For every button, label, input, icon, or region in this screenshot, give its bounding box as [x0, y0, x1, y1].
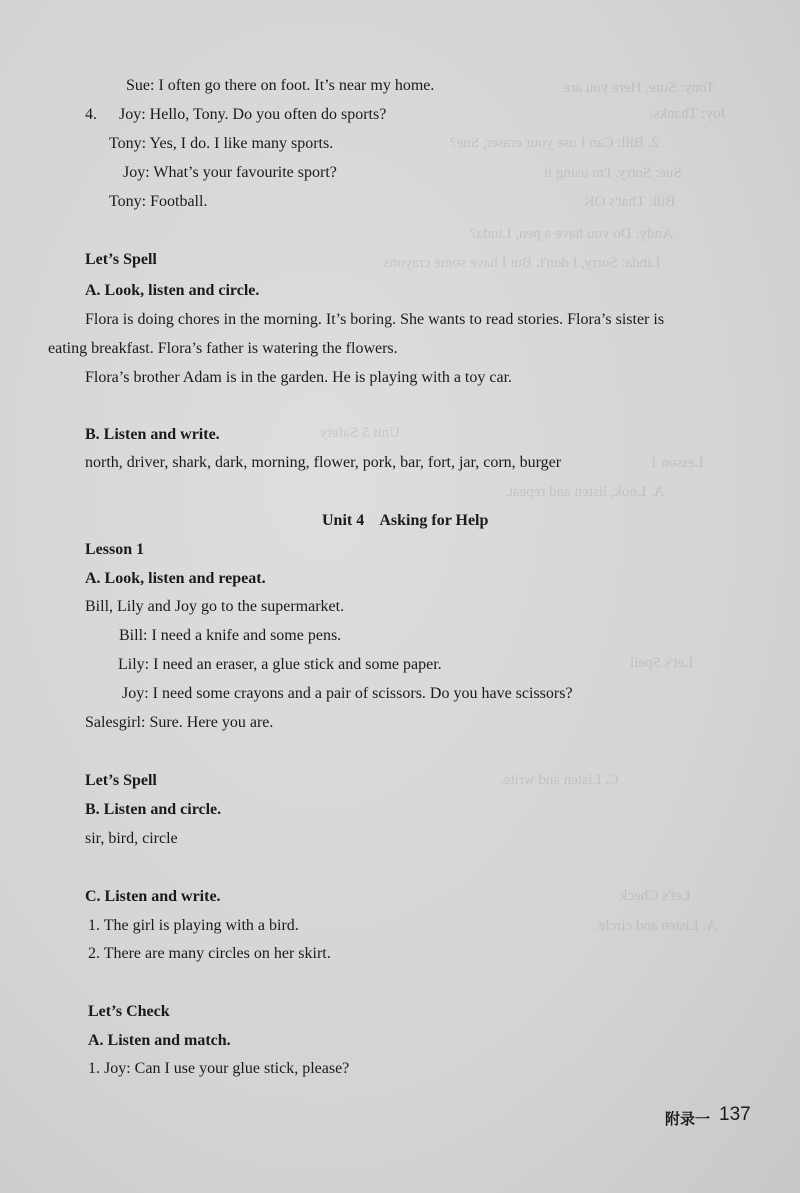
sentence-line: 1. Joy: Can I use your glue stick, please?	[88, 1060, 350, 1077]
show-through-text: Let's Spell	[630, 655, 694, 671]
section-heading: Let’s Spell	[85, 251, 157, 268]
paragraph-line: Flora is doing chores in the morning. It’s boring. She wants to read stories. Flora’s sister is	[85, 311, 665, 328]
show-through-text: Tony: Sure. Here you are.	[560, 80, 715, 96]
show-through-text: Sue: Sorry. I'm using it.	[540, 165, 682, 181]
dialogue-line: Bill: I need a knife and some pens.	[119, 627, 342, 644]
section-heading: Let’s Spell	[85, 772, 157, 789]
paragraph-line: Bill, Lily and Joy go to the supermarket.	[85, 598, 345, 615]
show-through-text: A. Look, listen and repeat.	[505, 484, 665, 500]
page-number: 137	[719, 1104, 751, 1125]
show-through-text: Lesson 1	[650, 455, 704, 471]
sentence-line: 2. There are many circles on her skirt.	[88, 945, 331, 962]
word-list: sir, bird, circle	[85, 830, 178, 847]
paragraph-line: eating breakfast. Flora’s father is watering the flowers.	[48, 340, 398, 357]
unit-title: Unit 4 Asking for Help	[322, 512, 489, 529]
show-through-text: Joy: Thanks.	[650, 106, 727, 122]
show-through-text: 2. Bill: Can I use your eraser, Sue?	[450, 135, 659, 151]
dialogue-line: Joy: Hello, Tony. Do you often do sports?	[119, 106, 387, 123]
exercise-heading: A. Look, listen and circle.	[85, 282, 260, 299]
paragraph-line: Flora’s brother Adam is in the garden. He is playing with a toy car.	[85, 369, 513, 386]
show-through-text: A. Listen and circle.	[595, 918, 718, 934]
sentence-line: 1. The girl is playing with a bird.	[88, 917, 299, 934]
appendix-label: 附录一	[665, 1110, 711, 1128]
dialogue-line: Tony: Football.	[109, 193, 208, 210]
show-through-text: Unit 5 Safety	[320, 425, 400, 441]
exercise-heading: B. Listen and write.	[85, 426, 220, 443]
section-heading: Let’s Check	[88, 1003, 170, 1020]
dialogue-line: Joy: I need some crayons and a pair of scissors. Do you have scissors?	[122, 685, 573, 702]
dialogue-line: Joy: What’s your favourite sport?	[123, 164, 337, 181]
exercise-heading: A. Listen and match.	[88, 1032, 231, 1049]
item-number: 4.	[85, 106, 97, 123]
word-list: north, driver, shark, dark, morning, flower, pork, bar, fort, jar, corn, burger	[85, 454, 562, 471]
dialogue-line: Lily: I need an eraser, a glue stick and some paper.	[118, 656, 442, 673]
show-through-text: Bill: That's OK.	[580, 194, 676, 210]
show-through-text: Let's Check	[620, 888, 691, 904]
dialogue-line: Sue: I often go there on foot. It’s near my home.	[126, 77, 435, 94]
dialogue-line: Tony: Yes, I do. I like many sports.	[109, 135, 334, 152]
show-through-text: Andy: Do you have a pen, Linda?	[470, 226, 673, 242]
dialogue-line: Salesgirl: Sure. Here you are.	[85, 714, 274, 731]
exercise-heading: C. Listen and write.	[85, 888, 221, 905]
lesson-heading: Lesson 1	[85, 541, 145, 558]
exercise-heading: B. Listen and circle.	[85, 801, 222, 818]
show-through-text: C. Listen and write.	[500, 772, 619, 788]
exercise-heading: A. Look, listen and repeat.	[85, 570, 266, 587]
show-through-text: Linda: Sorry, I don't. But I have some crayons.	[380, 255, 661, 271]
